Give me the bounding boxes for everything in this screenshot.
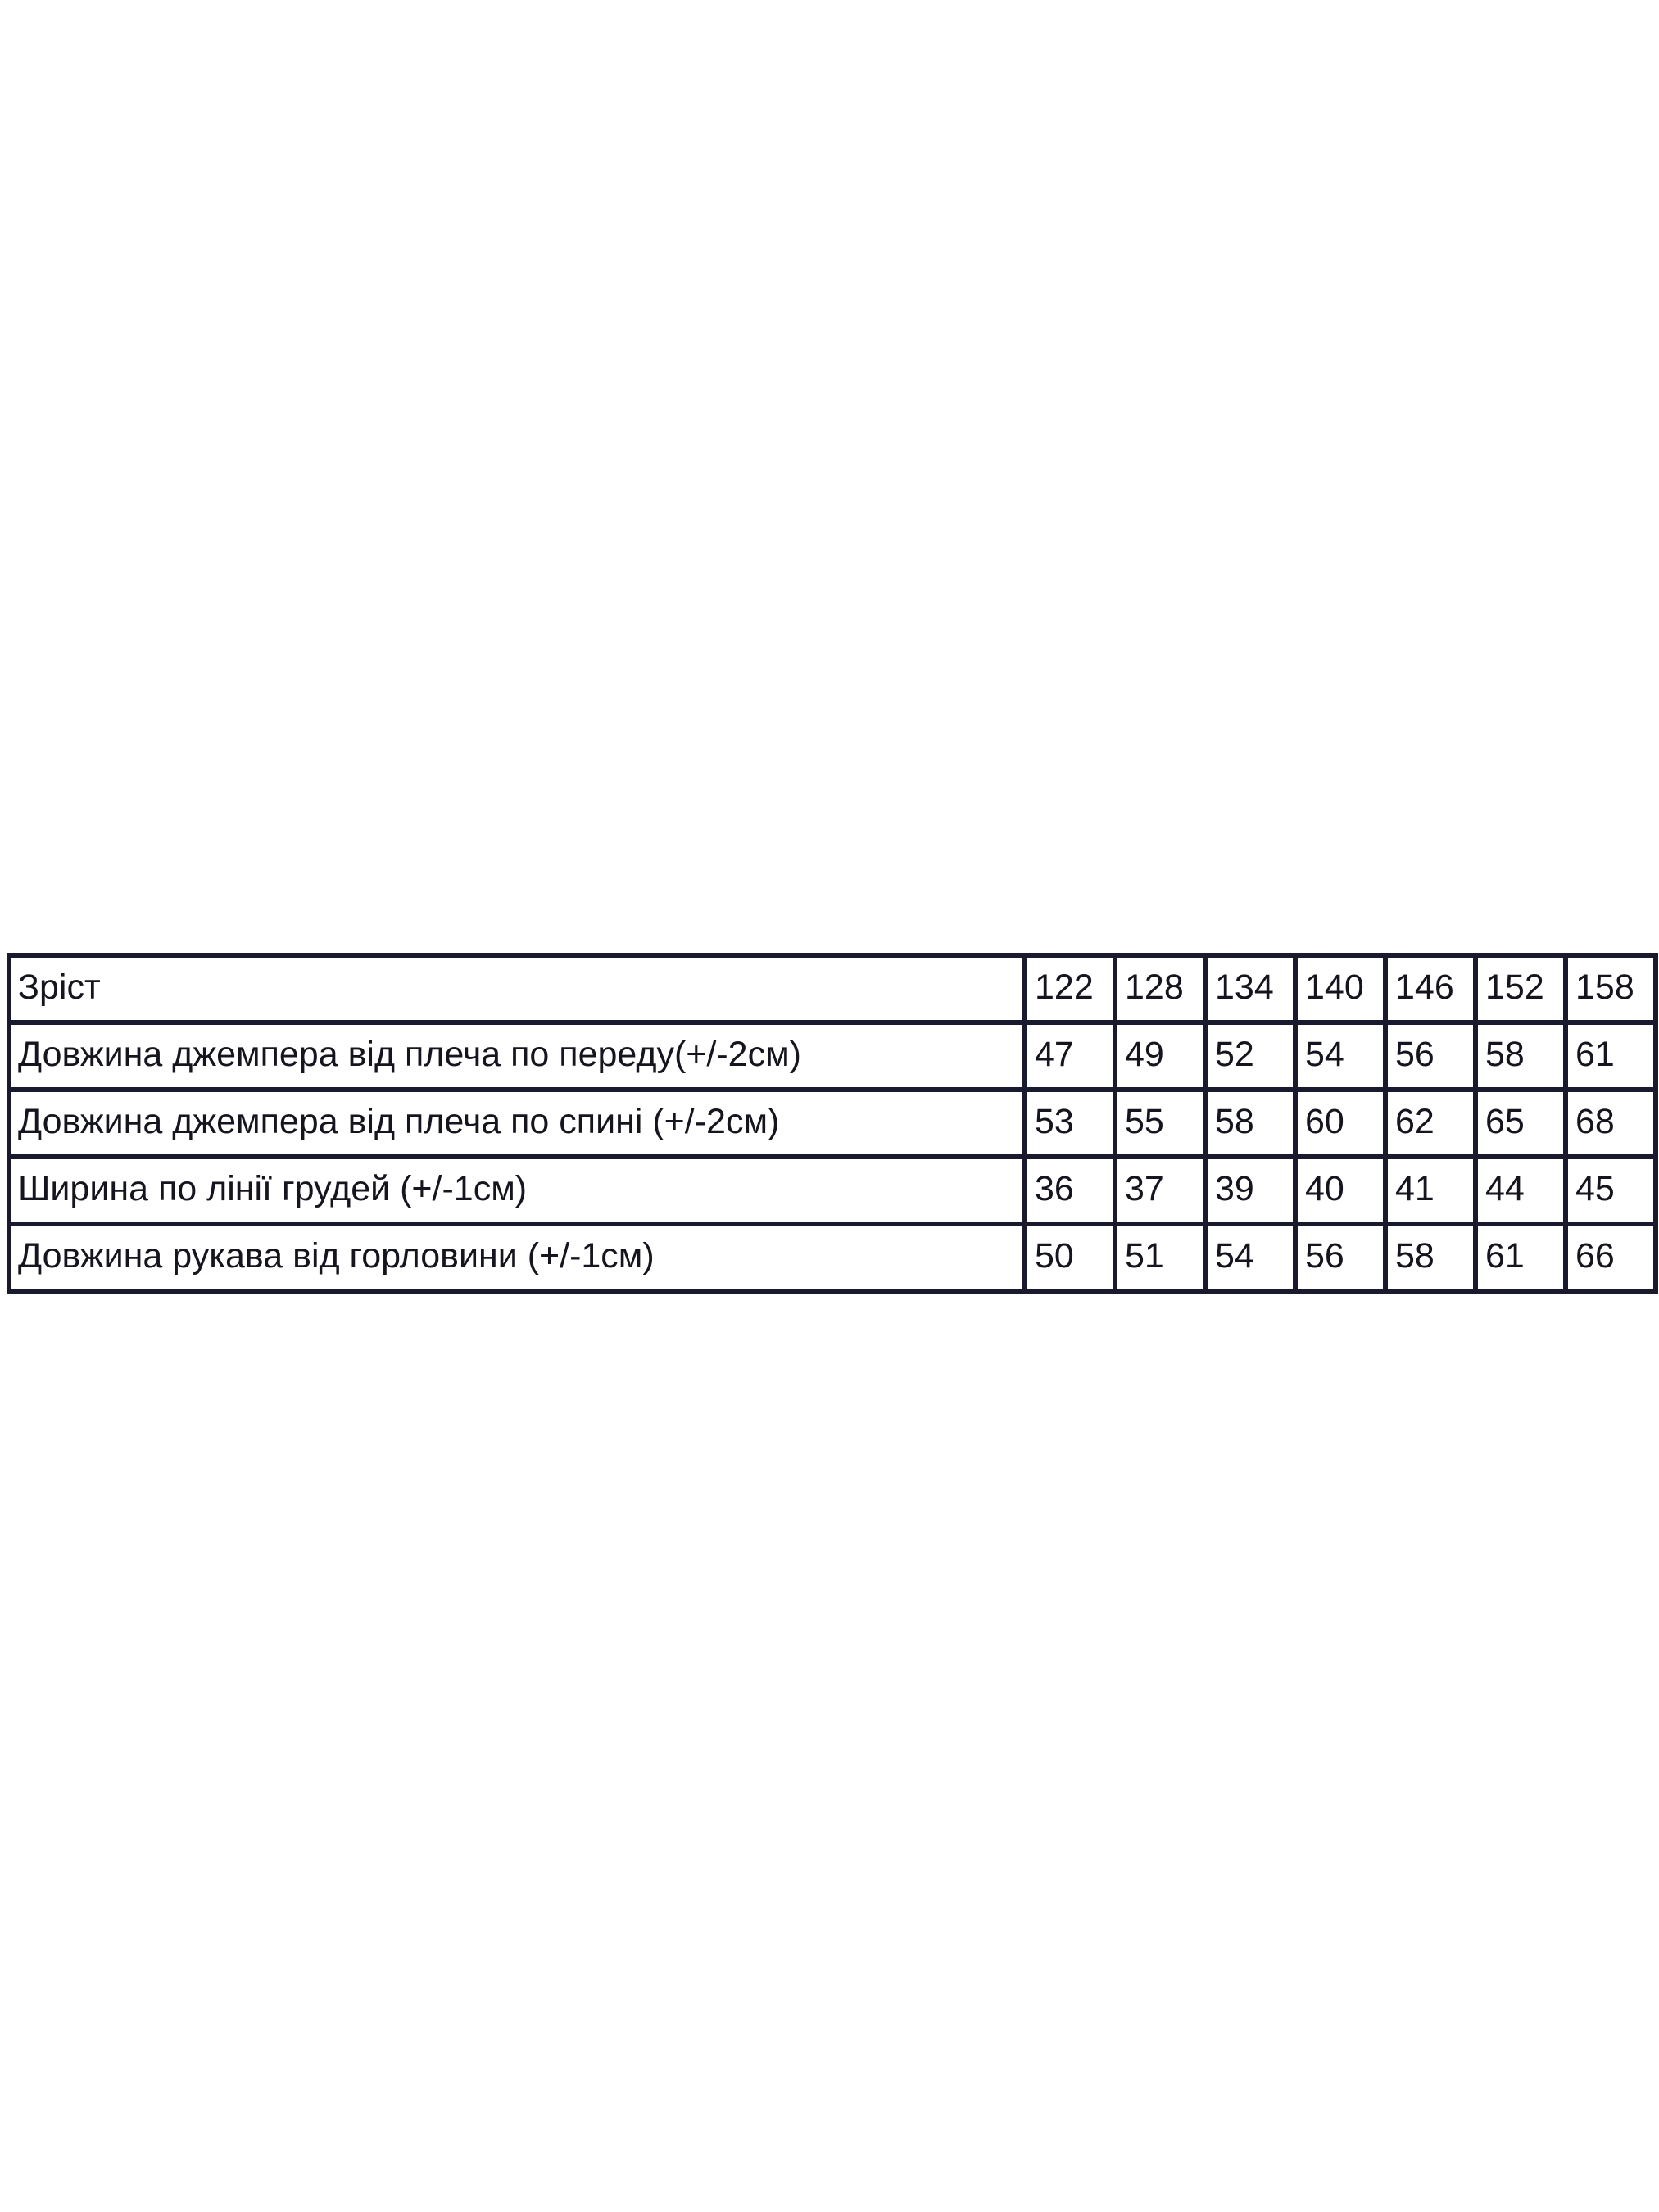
table-cell: 140 bbox=[1295, 955, 1385, 1022]
table-cell: 53 bbox=[1025, 1090, 1115, 1157]
table-cell: 54 bbox=[1295, 1022, 1385, 1090]
table-cell: 49 bbox=[1115, 1022, 1205, 1090]
table-cell: 52 bbox=[1205, 1022, 1295, 1090]
table-cell: 61 bbox=[1475, 1224, 1566, 1291]
table-cell: 37 bbox=[1115, 1157, 1205, 1224]
table-cell: 58 bbox=[1205, 1090, 1295, 1157]
table-cell: 152 bbox=[1475, 955, 1566, 1022]
table-cell: 56 bbox=[1385, 1022, 1475, 1090]
table-cell: 61 bbox=[1566, 1022, 1656, 1090]
table-cell: 54 bbox=[1205, 1224, 1295, 1291]
table-cell: 41 bbox=[1385, 1157, 1475, 1224]
table-cell: 68 bbox=[1566, 1090, 1656, 1157]
table-cell: 58 bbox=[1475, 1022, 1566, 1090]
row-label: Ширина по лінії грудей (+/-1см) bbox=[9, 1157, 1025, 1224]
row-label: Довжина джемпера від плеча по спині (+/-2см) bbox=[9, 1090, 1025, 1157]
table-row bbox=[9, 1157, 1656, 1224]
table-row bbox=[9, 1224, 1656, 1291]
table-row bbox=[9, 1090, 1656, 1157]
table-cell: 122 bbox=[1025, 955, 1115, 1022]
table-cell: 47 bbox=[1025, 1022, 1115, 1090]
size-chart-container bbox=[7, 953, 1652, 1294]
row-label: Зріст bbox=[9, 955, 1025, 1022]
table-cell: 60 bbox=[1295, 1090, 1385, 1157]
table-cell: 44 bbox=[1475, 1157, 1566, 1224]
table-cell: 45 bbox=[1566, 1157, 1656, 1224]
table-cell: 50 bbox=[1025, 1224, 1115, 1291]
table-cell: 51 bbox=[1115, 1224, 1205, 1291]
size-chart-table bbox=[7, 953, 1658, 1294]
table-cell: 55 bbox=[1115, 1090, 1205, 1157]
table-cell: 128 bbox=[1115, 955, 1205, 1022]
table-cell: 158 bbox=[1566, 955, 1656, 1022]
table-cell: 36 bbox=[1025, 1157, 1115, 1224]
table-cell: 40 bbox=[1295, 1157, 1385, 1224]
table-cell: 65 bbox=[1475, 1090, 1566, 1157]
table-cell: 58 bbox=[1385, 1224, 1475, 1291]
table-row bbox=[9, 955, 1656, 1022]
row-label: Довжина джемпера від плеча по переду(+/-2см) bbox=[9, 1022, 1025, 1090]
table-cell: 56 bbox=[1295, 1224, 1385, 1291]
table-cell: 134 bbox=[1205, 955, 1295, 1022]
table-row bbox=[9, 1022, 1656, 1090]
row-label: Довжина рукава від горловини (+/-1см) bbox=[9, 1224, 1025, 1291]
table-cell: 39 bbox=[1205, 1157, 1295, 1224]
table-cell: 146 bbox=[1385, 955, 1475, 1022]
table-cell: 66 bbox=[1566, 1224, 1656, 1291]
table-cell: 62 bbox=[1385, 1090, 1475, 1157]
